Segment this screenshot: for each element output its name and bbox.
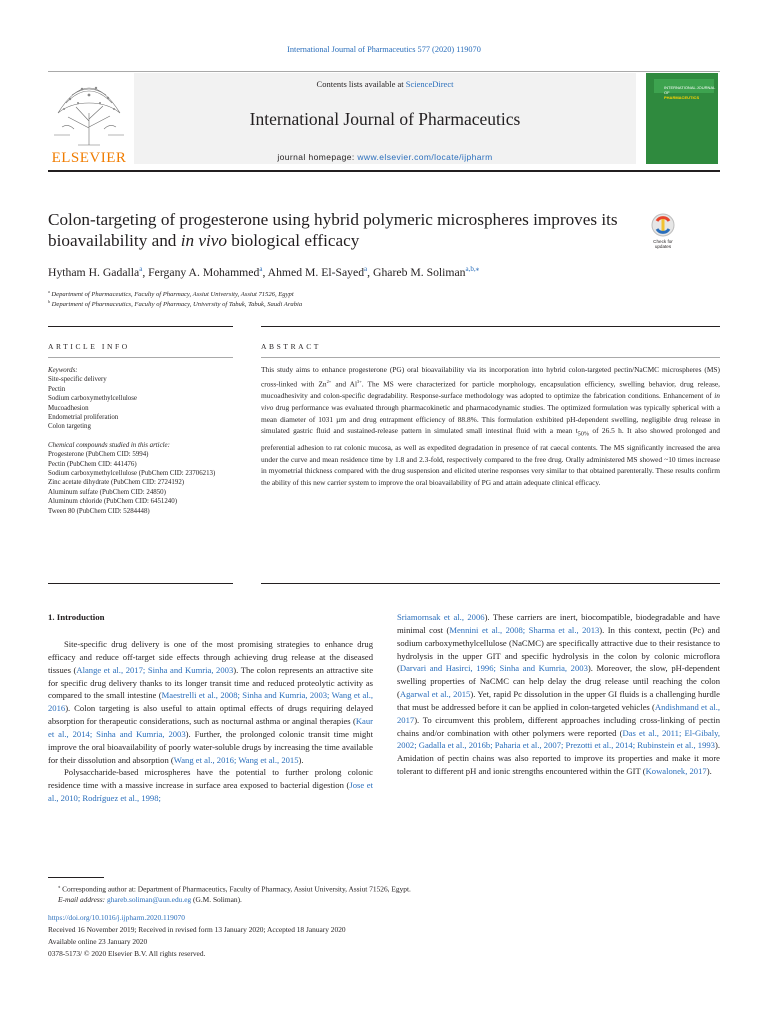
footnote-rule [48, 877, 104, 878]
compound-item: Zinc acetate dihydrate (PubChem CID: 2724192) [48, 479, 185, 487]
citation-link[interactable]: Kowalonek, 2017 [645, 766, 707, 777]
author-name[interactable]: Hytham H. Gadalla [48, 265, 140, 279]
compound-item: Progesterone (PubChem CID: 5994) [48, 451, 149, 459]
keyword-item: Sodium carboxymethylcellulose [48, 395, 137, 403]
corresponding-author-footnote: ⁎ Corresponding author at: Department of Pharmaceutics, Faculty of Pharmacy, Assiut University, Assiut 71526, Egypt. E-mail address: ghareb.soliman@aun.edu.eg (G.M. Soliman). [58, 884, 411, 905]
body-column-right [397, 611, 720, 778]
citation-link[interactable]: Wang et al., 2016; Wang et al., 2015 [173, 754, 299, 765]
article-info-heading: ARTICLE INFO [48, 342, 130, 351]
journal-homepage-link[interactable]: www.elsevier.com/locate/ijpharm [357, 152, 493, 162]
keyword-item: Colon targeting [48, 423, 91, 431]
keyword-item: Endometrial proliferation [48, 414, 119, 422]
header-divider-bottom [48, 170, 720, 172]
citation-link[interactable]: Kaur et al., 2014; Sinha and Kumria, 2003 [48, 716, 373, 739]
keywords-block [48, 366, 233, 516]
introduction-heading: 1. Introduction [48, 612, 105, 622]
abstract-rule [261, 326, 720, 327]
article-title: Colon-targeting of progesterone using hybrid polymeric microspheres improves its bioavailability and in vivo biological efficacy [48, 210, 618, 250]
abstract-text: This study aims to enhance progesterone (PG) oral bioavailability via its incorporation into hybrid colon-targeted pectin/NaCMC microspheres (MS) cross-linked with $Zn^{2+}$ and $Al^{3+}$. The MS were characterized for particle morphology, encapsulation efficiency, swelling behavior, drug release, mucoadhesivity and colon-specific degradability. Response-surface methodology was adopted to optimize the fabrication conditions. Enhancement of in vivo drug performance was evaluated through pharmacokinetic and pharmacodynamic studies. The optimized formulation was typically spherical with a mean diameter of 1031 µm and drug entrapment efficiency of 88.8%. This formulation exhibited pH-dependent swelling, negligible drug release in simulated gastric fluid and sustained-release pattern in simulated small intestinal fluid with a mean $t_{50\%}$ of 26.5 h. It also showed prolonged and preferential adhesion to rat colonic mucosa, as well as expedited degradation in presence of rat caecal contents. The MS significantly increased the area under the curve and mean residence time by 1.8 and 2.3-fold, respectively compared to the free drug. Orally administered MS showed ~10 times increase in myometrial thickness compared with the drug suspension and elicited uterine responses very similar to that obtained parenterally. These results confirm the ability of this new carrier system to improve the oral bioavailability of PG and attain adequate clinical efficacy. [261, 365, 721, 488]
intro-paragraph-2-continued: Sriamornsak et al., 2006). These carriers are inert, biocompatible, biodegradable and have minimal cost (Mennini et al., 2008; Sharma et al., 2013). In this context, pectin (Pc) and sodium carboxymethylcellulose (NaCMC) are specifically attractive due to their resistance to hydrolysis in the upper GIT and specific hydrolysis in the colon by colonic microflora (Darvari and Hasirci, 1996; Sinha and Kumria, 2003). Moreover, the slow, pH-dependent swelling properties of NaCMC can help delay the drug release until reaching the colon (Agarwal et al., 2015). Yet, rapid Pc dissolution in the upper GI fluids is a challenging hurdle that must be addressed before it can be applied in colon-targeted vehicles (Andishmand et al., 2017). To circumvent this problem, different approaches including cross-linking of pectin chains and/or combination with other polymers were reported (Das et al., 2011; El-Gibaly, 2002; Gadalla et al., 2016b; Paharia et al., 2007; Prezotti et al., 2014; Rubinstein et al., 1993). Amidation of pectin chains was also reported to improve its properties and make it more tolerant to different pH and ionic strengths encountered within the GIT (Kowalonek, 2017). [397, 612, 721, 777]
citation-link[interactable]: Agarwal et al., 2015 [399, 689, 471, 700]
author-name[interactable]: Fergany A. Mohammed [148, 265, 260, 279]
compound-item: Pectin (PubChem CID: 441476) [48, 460, 137, 468]
check-for-updates-icon [646, 211, 680, 251]
keyword-item: Mucoadhesion [48, 404, 89, 412]
journal-title: International Journal of Pharmaceutics [249, 109, 521, 129]
article-info-bottom-rule [48, 583, 233, 584]
doi-link[interactable]: https://doi.org/10.1016/j.ijpharm.2020.119070 [48, 913, 185, 922]
check-for-updates-badge[interactable] [646, 211, 680, 251]
elsevier-wordmark: ELSEVIER [51, 150, 127, 166]
header-divider-top [48, 71, 720, 72]
abstract-subrule [261, 357, 720, 358]
intro-paragraph-2: Polysaccharide-based microspheres have the potential to further prolong colonic residence time with a massive increase in surface area exposed to bacterial digestion (Jose et al., 2010; Rodríguez et al., 1998; [48, 767, 374, 804]
citation-link[interactable]: Andishmand et al., 2017 [397, 701, 721, 725]
email-link[interactable]: ghareb.soliman@aun.edu.eg [107, 895, 192, 905]
keyword-item: Pectin [48, 385, 66, 393]
citation-link[interactable]: Jose et al., 2010; Rodríguez et al., 1998; [48, 780, 374, 804]
copyright-line: 0378-5173/ © 2020 Elsevier B.V. All rights reserved. [48, 949, 206, 958]
citation-link[interactable]: Sriamornsak et al., 2006 [397, 612, 485, 622]
author-name[interactable]: Ghareb M. Soliman [373, 265, 466, 279]
compound-item: Tween 80 (PubChem CID: 5284448) [48, 507, 150, 515]
available-online-date: Available online 23 January 2020 [48, 937, 148, 946]
citation-link[interactable]: Alange et al., 2017; Sinha and Kumria, 2003 [76, 664, 234, 675]
article-info-subrule [48, 357, 233, 358]
compound-item: Aluminum chloride (PubChem CID: 6451240) [48, 498, 177, 506]
keywords-label: Keywords: [48, 367, 78, 374]
citation-link[interactable]: Darvari and Hasirci, 1996; Sinha and Kumria, 2003 [399, 663, 588, 674]
cover-title: INTERNATIONAL JOURNAL OF PHARMACEUTICS [664, 85, 716, 100]
compound-item: Aluminum sulfate (PubChem CID: 24850) [48, 488, 166, 496]
article-info-rule [48, 326, 233, 327]
compounds-label: Chemical compounds studied in this article: [48, 441, 170, 449]
badge-text-1: Check for [653, 239, 673, 244]
sciencedirect-link[interactable]: ScienceDirect [405, 79, 454, 89]
received-dates: Received 16 November 2019; Received in revised form 13 January 2020; Accepted 18 January 2020 [48, 925, 346, 934]
author-list: Hytham H. Gadalla$^a$, Fergany A. Mohammed$^a$, Ahmed M. El-Sayed$^a$, Ghareb M. Soliman$^{a,b,⁎}$ [48, 265, 480, 279]
citation-link[interactable]: Mennini et al., 2008; Sharma et al., 2013 [449, 624, 600, 635]
compound-item: Sodium carboxymethylcellulose (PubChem CID: 23706213) [48, 470, 216, 478]
abstract-heading: ABSTRACT [261, 342, 321, 351]
intro-paragraph-1: Site-specific drug delivery is one of the most promising strategies to enhance drug efficacy and reduce off-target side effects through achieving drug release at the diseased tissues (Alange et al., 2017; Sinha and Kumria, 2003). The colon represents an attractive site for specific drug delivery thanks to its longer transit time and reduced proteolytic activity as compared to the small intestine (Maestrelli et al., 2008; Sinha and Kumria, 2003; Wang et al., 2016). Colon targeting is also useful to attain optimal effects of drugs requiring delayed absorption for therapeutic considerations, such as nocturnal asthma or anginal therapies (Kaur et al., 2014; Sinha and Kumria, 2003). Further, the prolonged colonic transit time might improve the oral bioavailability of poorly water-soluble drugs by increasing the time available for their dissolution and absorption (Wang et al., 2016; Wang et al., 2015). [48, 639, 374, 765]
author-name[interactable]: Ahmed M. El-Sayed [267, 265, 365, 279]
journal-reference-link[interactable]: International Journal of Pharmaceutics 577 (2020) 119070 [287, 45, 481, 54]
keyword-item: Site-specific delivery [48, 376, 107, 384]
affiliation-b: $^b$ Department of Pharmaceutics, Faculty of Pharmacy, University of Tabuk, Tabuk, Saudi Arabia [48, 299, 303, 309]
citation-link[interactable]: Maestrelli et al., 2008; Sinha and Kumria, 2003; Wang et al., 2016 [48, 690, 373, 714]
article-footer-info [48, 912, 708, 960]
contents-available-line: Contents lists available at ScienceDirect [316, 79, 454, 89]
abstract-bottom-rule [261, 583, 720, 584]
badge-text-2: updates [654, 244, 672, 249]
journal-homepage-line: journal homepage: www.elsevier.com/locate/ijpharm [277, 152, 493, 162]
affiliation-a: $^a$ Department of Pharmaceutics, Faculty of Pharmacy, Assiut University, Assiut 71526, Egypt [48, 289, 294, 299]
journal-cover-thumbnail[interactable] [646, 73, 718, 164]
body-column-left [48, 638, 373, 805]
citation-link[interactable]: Das et al., 2011; El-Gibaly, 2002; Gadalla et al., 2016b; Paharia et al., 2007; Prezotti et al., 2014; Rubinstein et al., 1993 [397, 727, 720, 751]
